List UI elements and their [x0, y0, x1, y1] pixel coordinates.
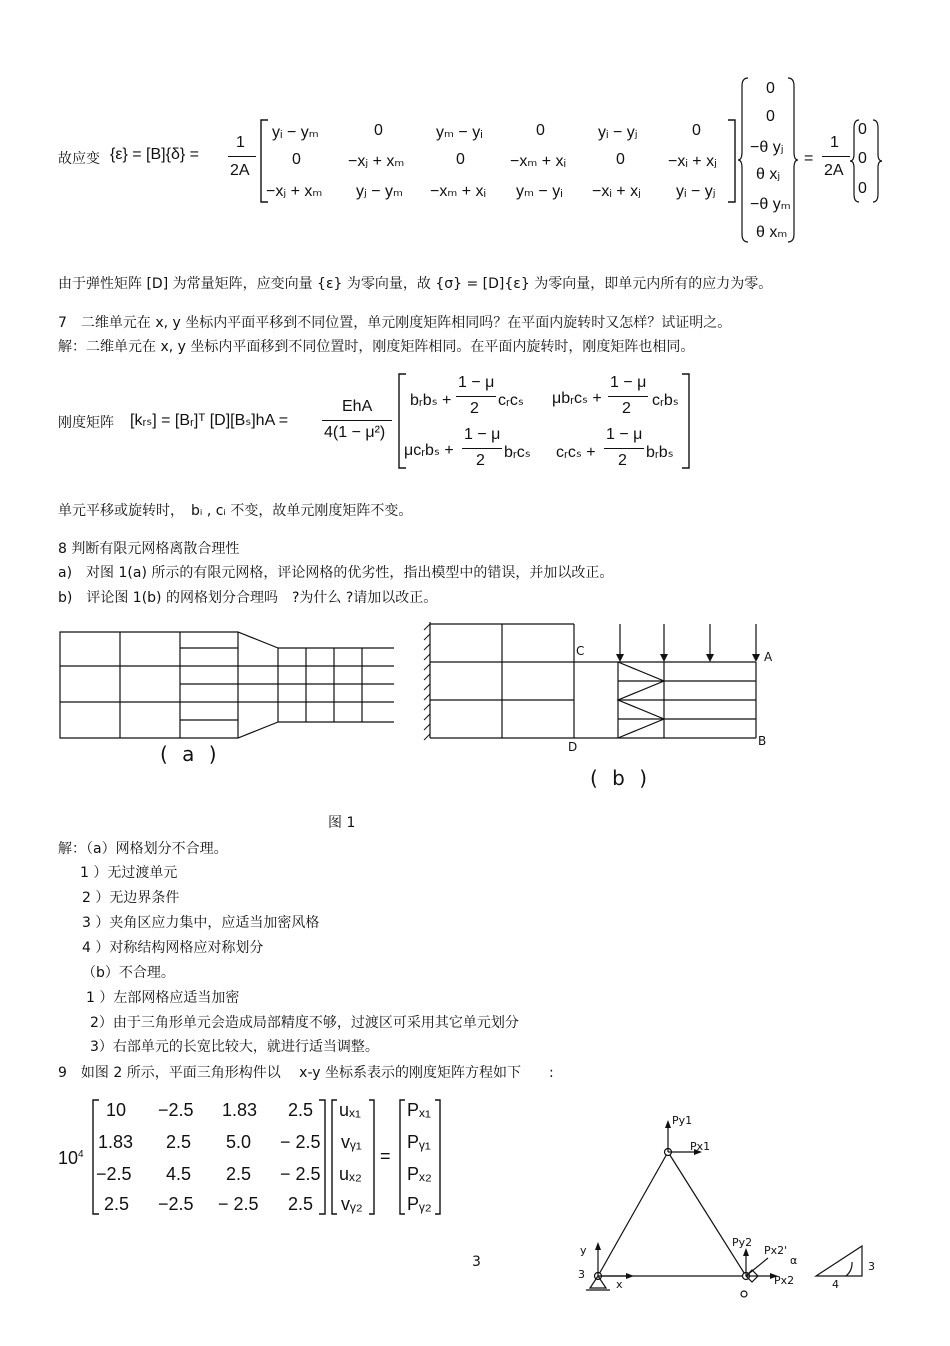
- stiffness-term: bᵣbₛ +: [410, 392, 452, 409]
- P-item: Pₓ₁: [407, 1100, 431, 1120]
- strain-cell: 0: [536, 122, 545, 139]
- q9-eq: =: [380, 1146, 391, 1166]
- stiffness-frac-den: 2: [618, 452, 627, 469]
- q9-text: 9 如图 2 所示，平面三角形构件以 x-y 坐标系表示的刚度矩阵方程如下 :: [58, 1065, 554, 1081]
- result-right-brace: [872, 118, 882, 204]
- stiffness-frac-num: 1 − μ: [606, 426, 643, 443]
- strain-result-num: 1: [830, 134, 839, 151]
- P-item: Pₓ₂: [407, 1164, 432, 1184]
- stiffness-right-bracket: [680, 372, 692, 470]
- q7-answer: 解：二维单元在 x, y 坐标内平面移到不同位置时，刚度矩阵相同。在平面内旋转时，刚度矩阵也相同。: [58, 339, 695, 355]
- solution-item: 2）由于三角形单元会造成局部精度不够，过渡区可采用其它单元划分: [90, 1015, 519, 1031]
- solution-item: 3 ）夹角区应力集中，应适当加密风格: [82, 915, 320, 931]
- strain-vector-left-brace: [738, 76, 750, 244]
- solution-b-title: （b）不合理。: [82, 965, 175, 981]
- strain-cell: −xₘ + xᵢ: [430, 183, 487, 200]
- fig-label-px2p: Px2': [764, 1244, 788, 1257]
- u-right-bracket: [368, 1098, 376, 1216]
- stiffness-num: EhA: [342, 398, 373, 415]
- stiffness-term: μbᵣcₛ +: [552, 390, 602, 407]
- strain-result-item: 0: [858, 180, 867, 197]
- label-B: B: [758, 734, 767, 748]
- strain-vector-item: 0: [766, 108, 775, 125]
- P-item: Pᵧ₂: [407, 1194, 432, 1214]
- strain-cell: yⱼ − yₘ: [356, 183, 403, 200]
- page-number: 3: [472, 1254, 481, 1270]
- strain-cell: yₘ − yᵢ: [516, 183, 563, 200]
- K-cell: 5.0: [226, 1132, 252, 1152]
- stiffness-term: bᵣbₛ: [646, 444, 674, 461]
- K-cell: 2.5: [288, 1194, 314, 1214]
- solution-item: 3）右部单元的长宽比较大，就进行适当调整。: [90, 1039, 379, 1055]
- solution-title: 解：（a）网格划分不合理。: [58, 841, 228, 857]
- stiffness-frac-num: 1 − μ: [464, 426, 501, 443]
- caption-a: ( a ): [160, 742, 221, 766]
- strain-cell: −xⱼ + xₘ: [348, 153, 405, 170]
- q7-conclusion: 单元平移或旋转时， bᵢ , cᵢ 不变，故单元刚度矩阵不变。: [58, 503, 413, 519]
- P-left-bracket: [398, 1098, 406, 1216]
- solution-item: 4 ）对称结构网格应对称划分: [82, 940, 264, 956]
- K-cell: 2.5: [288, 1100, 314, 1120]
- strain-vector-item: −θ yⱼ: [750, 139, 784, 156]
- u-item: uₓ₁: [339, 1100, 361, 1120]
- fig-label-py2: Py2: [732, 1236, 753, 1249]
- u-item: vᵧ₂: [341, 1194, 363, 1214]
- strain-cell: −xₘ + xᵢ: [510, 153, 567, 170]
- K-cell: 2.5: [104, 1194, 130, 1214]
- fig-label-x: x: [616, 1278, 623, 1291]
- strain-cell: yᵢ − yₘ: [272, 124, 319, 141]
- caption-b: ( b ): [590, 766, 652, 790]
- stiffness-lhs: [kᵣₛ] = [Bᵣ]ᵀ [D][Bₛ]hA =: [130, 412, 289, 429]
- stiffness-frac-den: 2: [622, 400, 631, 417]
- K-cell: 2.5: [166, 1132, 192, 1152]
- strain-vector-item: −θ yₘ: [750, 196, 791, 213]
- fig-label-4: 4: [832, 1278, 839, 1291]
- strain-cell: yᵢ − yⱼ: [598, 124, 638, 141]
- K-cell: 1.83: [98, 1132, 134, 1152]
- stiffness-term: cᵣcₛ +: [556, 444, 596, 461]
- strain-cell: 0: [292, 151, 301, 168]
- K-right-bracket: [318, 1098, 328, 1216]
- fig-label-alpha: α: [790, 1254, 798, 1267]
- fig-label-y: y: [580, 1244, 587, 1257]
- K-cell: − 2.5: [280, 1164, 321, 1184]
- strain-cell: yₘ − yᵢ: [436, 124, 483, 141]
- K-cell: −2.5: [96, 1164, 132, 1184]
- stiffness-term: cᵣbₛ: [652, 392, 679, 409]
- K-cell: −2.5: [158, 1100, 194, 1120]
- u-item: vᵧ₁: [341, 1132, 362, 1152]
- strain-eq: =: [804, 150, 814, 167]
- stiffness-frac-num: 1 − μ: [610, 374, 647, 391]
- solution-item: 1 ）左部网格应适当加密: [86, 990, 240, 1006]
- label-A: A: [764, 650, 773, 664]
- u-item: uₓ₂: [339, 1164, 362, 1184]
- stiffness-term: bᵣcₛ: [504, 444, 531, 461]
- strain-result-item: 0: [858, 121, 867, 138]
- K-cell: 2.5: [226, 1164, 252, 1184]
- fig-label-3b: 3: [868, 1260, 875, 1273]
- strain-cell: −xᵢ + xⱼ: [592, 183, 641, 200]
- K-cell: 10: [106, 1100, 127, 1120]
- strain-cell: yᵢ − yⱼ: [676, 183, 716, 200]
- K-cell: −2.5: [158, 1194, 194, 1214]
- strain-cell: −xᵢ + xⱼ: [668, 153, 717, 170]
- K-cell: 1.83: [222, 1100, 258, 1120]
- q7-question: 7 二维单元在 x, y 坐标内平面平移到不同位置，单元刚度矩阵相同吗？在平面内旋转时又怎样？试证明之。: [58, 315, 732, 331]
- strain-vector-item: θ xₘ: [756, 224, 788, 241]
- strain-frac-num: 1: [236, 134, 245, 151]
- stiffness-label: 刚度矩阵: [58, 415, 114, 431]
- q8-part-b: b) 评论图 1(b) 的网格划分合理吗 ?为什么 ?请加以改正。: [58, 590, 438, 606]
- q8-title: 8 判断有限元网格离散合理性: [58, 541, 240, 557]
- strain-frac-den: 2A: [230, 162, 250, 179]
- strain-cell: 0: [616, 151, 625, 168]
- stiffness-den: 4(1 − μ²): [324, 424, 386, 441]
- P-right-bracket: [434, 1098, 442, 1216]
- stress-line: 由于弹性矩阵 [D] 为常量矩阵，应变向量 {ε} 为零向量，故 {σ} = [D]{ε} 为零向量，即单元内所有的应力为零。: [58, 276, 773, 292]
- mesh-figure-a: [60, 630, 400, 740]
- fig-label-px2: Px2: [774, 1274, 795, 1287]
- strain-lhs: {ε} = [B]{δ} =: [110, 146, 199, 163]
- stiffness-frac-den: 2: [476, 452, 485, 469]
- fig-label-3: 3: [578, 1268, 585, 1281]
- strain-cell: −xⱼ + xₘ: [266, 183, 323, 200]
- stiffness-term: μcᵣbₛ +: [404, 442, 454, 459]
- triangle-structure-figure: [576, 1112, 886, 1302]
- fig-label-py1: Py1: [672, 1114, 693, 1127]
- K-left-bracket: [90, 1098, 100, 1216]
- strain-label: 故应变: [58, 151, 100, 167]
- strain-cell: 0: [456, 151, 465, 168]
- mesh-figure-b: [424, 620, 760, 744]
- K-cell: − 2.5: [280, 1132, 321, 1152]
- strain-result-den: 2A: [824, 162, 844, 179]
- strain-matrix-right-bracket: [726, 118, 738, 204]
- stiffness-term: cᵣcₛ: [498, 392, 524, 409]
- solution-item: 2 ）无边界条件: [82, 890, 180, 906]
- q8-part-a: a) 对图 1(a) 所示的有限元网格，评论网格的优劣性，指出模型中的错误，并加以改正。: [58, 565, 614, 581]
- K-cell: 4.5: [166, 1164, 192, 1184]
- stiffness-frac-den: 2: [470, 400, 479, 417]
- strain-cell: 0: [692, 122, 701, 139]
- strain-vector-item: θ xⱼ: [756, 166, 781, 183]
- strain-result-item: 0: [858, 150, 867, 167]
- strain-vector-right-brace: [786, 76, 798, 244]
- solution-item: 1 ）无过渡单元: [80, 865, 178, 881]
- strain-vector-item: 0: [766, 80, 775, 97]
- stiffness-frac-num: 1 − μ: [458, 374, 495, 391]
- label-C: C: [576, 644, 585, 658]
- K-cell: − 2.5: [218, 1194, 259, 1214]
- label-D: D: [568, 740, 578, 754]
- u-left-bracket: [330, 1098, 338, 1216]
- q9-coef: $10^4$: [58, 1148, 84, 1168]
- figure-1-caption: 图 1: [328, 815, 356, 831]
- P-item: Pᵧ₁: [407, 1132, 431, 1152]
- fig-label-px1: Px1: [690, 1140, 711, 1153]
- strain-cell: 0: [374, 122, 383, 139]
